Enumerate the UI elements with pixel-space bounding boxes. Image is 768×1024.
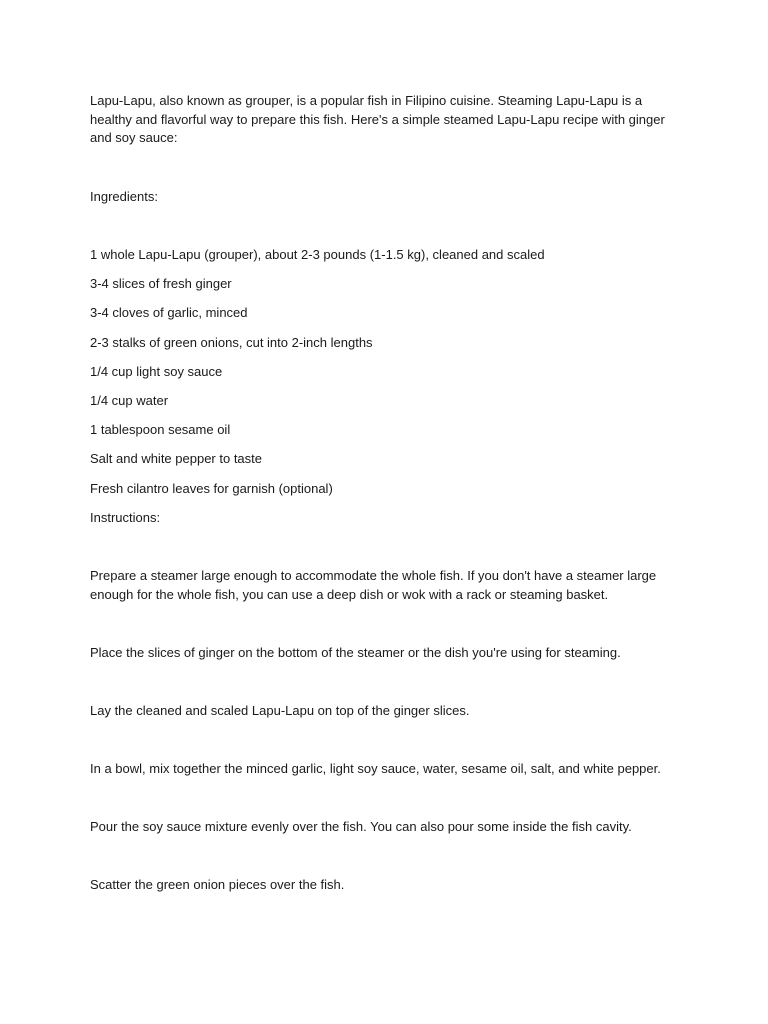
ingredients-list [90,246,670,527]
ingredient-item: 3-4 cloves of garlic, minced [90,305,248,321]
ingredient-item: 3-4 slices of fresh ginger [90,276,232,292]
ingredient-item: 1 tablespoon sesame oil [90,422,231,438]
ingredient-item: 1/4 cup light soy sauce [90,363,223,379]
ingredient-item: Salt and white pepper to taste [90,451,263,467]
instructions-heading: Instructions: [90,509,161,525]
ingredient-item: 1/4 cup water [90,392,169,408]
instruction-step: In a bowl, mix together the minced garlic, light soy sauce, water, sesame oil, salt, and white pepper. [90,760,661,776]
instructions-list [90,567,670,894]
instruction-step: Place the slices of ginger on the bottom of the steamer or the dish you're using for steaming. [90,644,621,660]
ingredient-item: 2-3 stalks of green onions, cut into 2-inch lengths [90,334,373,350]
instruction-step: Scatter the green onion pieces over the fish. [90,876,345,892]
instruction-step: Prepare a steamer large enough to accommodate the whole fish. If you don't have a steamer large enough for the whole fish, you can use a deep dish or wok with a rack or steaming basket. [90,568,657,602]
instruction-step: Pour the soy sauce mixture evenly over the fish. You can also pour some inside the fish cavity. [90,818,632,834]
instruction-step: Lay the cleaned and scaled Lapu-Lapu on top of the ginger slices. [90,702,470,718]
document-body [90,92,670,934]
ingredient-item: 1 whole Lapu-Lapu (grouper), about 2-3 pounds (1-1.5 kg), cleaned and scaled [90,247,545,262]
intro-paragraph: Lapu-Lapu, also known as grouper, is a popular fish in Filipino cuisine. Steaming Lapu-Lapu is a healthy and flavorful way to prepare this fish. Here's a simple steamed Lapu-Lapu recipe with ginger and soy sauce: [90,93,665,145]
ingredients-heading: Ingredients: [90,188,158,204]
ingredient-item: Fresh cilantro leaves for garnish (optional) [90,480,333,496]
